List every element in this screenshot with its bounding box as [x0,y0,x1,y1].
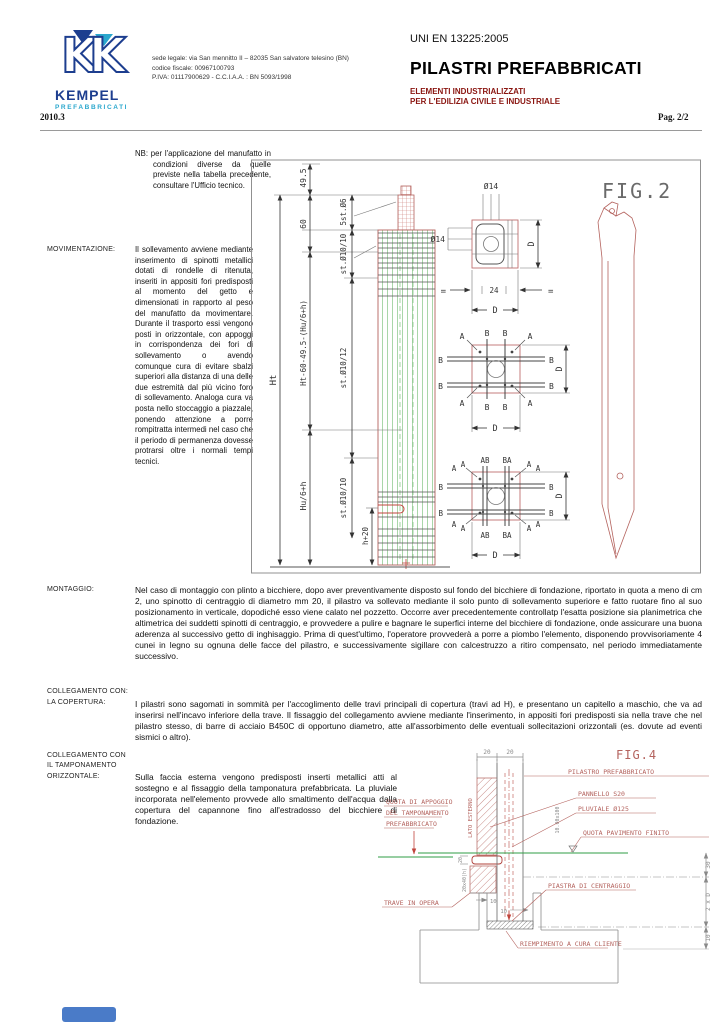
label-trave: TRAVE IN OPERA [384,899,439,907]
dim-ht: Ht [269,374,279,386]
label-piastra: PIASTRA DI CENTRAGGIO [548,882,631,890]
bar-label: A [459,332,465,341]
bar-label: B [438,483,443,492]
section-label-tamponamento-3: ORIZZONTALE: [47,773,100,780]
section-label-collegamento: COLLEGAMENTO CON: [47,688,129,695]
doc-subtitle-line1: ELEMENTI INDUSTRIALIZZATI [410,87,526,96]
fig4-top-dims [477,753,523,778]
brand-name: KEMPEL [55,87,120,103]
dim-d: D [527,241,537,247]
label-quota-appoggio-3: PREFABBRICATO [386,820,437,828]
montaggio-text: Nel caso di montaggio con plinto a bicchiere, dopo aver preventivamente disposto sul fondo del bicchiere di fondazione, riportato in quota a meno di cm 2, uno spinotto di centraggio di diametro mm 20, il pilastro va sollevato mediante il solo punto di sollevamento superiore e fatto ruotare fino al suo posizionamento in verticale, dopodiché esso viene calato nel pozzetto. Occorre aver precedentemente controllatp l'esatta posizione sia planimetrica che altimetrica dei suddetti spinotti di centraggio, e provvedere a pulire e bagnare le superfici interne del bicchiere di fondazione, onde assicurare una buona aderenza al successivo getto di inghisaggio. Prima di quest'ultimo, l'operatore provvederà a porre a piombo l'elemento, disponendo provvisoriamente 4 cunei in legno su ognuna delle facce del pilastro, e successivamente sigillare con calcestruzzo a ritiro compensato, nel periodo immediatamente successivo. [135,585,702,661]
company-address: sede legale: via San mennitto II – 82035 San salvatore telesino (BN) [152,55,349,62]
dim-49-5: 49.5 [299,168,308,188]
pillar-isometric-view [598,202,636,558]
brand-subtitle: PREFABBRICATI [55,104,129,111]
page-number: Pag. 2/2 [658,112,689,122]
bar-label: BA [502,531,512,540]
dim-hu: Hu/6+h [299,481,308,511]
fig4-drawing [378,743,712,989]
centering-plate [487,921,533,929]
footer-blue-bar [62,1007,116,1022]
kempel-monogram-icon [55,26,133,82]
pluviale-duct [505,769,513,923]
fig4-labels [382,768,709,948]
bar-label: B [438,509,443,518]
company-piva: P.IVA: 01117900629 - C.C.I.A.A. : BN 5093/1998 [152,74,292,81]
section-label-tamponamento-2: IL TAMPONAMENTO [47,762,117,769]
dim-st1010-top: st.Ø10/10 [339,233,348,275]
label-pluviale: PLUVIALE Ø125 [578,805,629,813]
dim-pluviale-size: 10.00x100 [555,806,561,834]
label-pannello: PANNELLO S20 [578,790,625,798]
panel-section [477,778,497,855]
label-quota-appoggio-2: DEL TAMPONAMENTO [386,809,449,817]
bar-label: B [549,483,554,492]
bar-label: A [460,524,466,533]
page-title: PILASTRI PREFABBRICATI [410,58,642,78]
dim-24: 24 [489,286,499,295]
revision-code: 2010.3 [40,112,65,122]
dim-insert: 20 [458,856,464,864]
section-label-tamponamento-1: COLLEGAMENTO CON [47,752,126,759]
bar-label: A [535,520,541,529]
bar-label: BA [502,456,512,465]
bar-label: B [549,382,554,391]
bar-label: A [451,520,457,529]
dim-d: D [492,306,498,316]
bar-label: A [526,524,532,533]
movimentazione-text: Il sollevamento avviene mediante inserimento di spinotti metallici dotati di rondelle di ritenuta, inseriti in appositi fori predisposti al momento del getto e dimensionati in rapporto al peso del manufatto da movimentare. Durante il trasporto essi vengono posti in orizzontale, con appoggi in corrispondenza dei fori di sollevamento o avendo comunque cura di evitare sbalzi superiori alla distanza di una delle due estremità dal più vicino foro di sollevamento. Analoga cura va posta nello stoccaggio a piazzale, ponendo attenzione a porre rompitratta intermedi nel caso che il periodo di permanenza dovesse protrarsi oltre i normali tempi tecnici. [135,245,253,466]
section-mid-view [438,329,570,434]
bar-label: B [484,329,490,338]
bar-label: B [484,403,490,412]
pillar-faces [497,763,523,921]
foundation-cup [420,893,618,983]
dim-diam14-left: Ø14 [430,235,445,244]
dim-diam14-top: Ø14 [483,182,499,191]
doc-subtitle-line2: PER L'EDILIZIA CIVILE E INDUSTRIALE [410,97,561,106]
section-bottom-view [438,456,570,561]
nb-note: NB: per l'applicazione del manufatto in condizioni diverse da quelle previste nella tabella precedente, consultare l'Ufficio tecnico. [135,149,271,190]
dim-h20: h+20 [361,526,370,546]
section-label-copertura: LA COPERTURA: [47,699,106,706]
label-lato-esterno: LATO ESTERNO [468,798,474,838]
bar-label: A [527,332,533,341]
header-divider [40,130,702,131]
dim-equal-right: = [548,287,554,297]
section-head-view [431,181,554,316]
standard-reference: UNI EN 13225:2005 [410,33,509,45]
dim-trave-size: 20x40(h) [462,867,468,893]
bar-label: A [526,460,532,469]
dim-st1010-bottom: st.Ø10/10 [339,477,348,519]
dim-30: 30 [705,861,712,869]
section-label-montaggio: MONTAGGIO: [47,586,94,593]
dim-top-left: 20 [483,749,491,756]
bar-label: A [451,464,457,473]
pillar-elevation [270,186,450,569]
logo-k-right: K [89,28,127,82]
dimension-lines [280,164,372,565]
dim-gap-right: 10 [500,909,507,915]
label-pilastro: PILASTRO PREFABBRICATO [568,768,655,776]
bar-label: B [549,509,554,518]
bar-label: B [502,403,508,412]
label-quota-pavimento: QUOTA PAVIMENTO FINITO [583,829,670,837]
fig2-drawing [250,158,702,575]
doc-subtitle [410,87,560,107]
bar-label: B [438,356,443,365]
section-label-movimentazione: MOVIMENTAZIONE: [47,246,116,253]
dim-d: D [492,551,498,561]
dim-d: D [492,424,498,434]
fig2-title: FIG.2 [602,179,673,203]
dim-60: 60 [299,219,308,229]
copertura-text: I pilastri sono sagomati in sommità per l'accoglimento delle travi principali di copertura (travi ad H), e presentano un capitello a maschio, che va ad inserirsi nell'incavo inferiore della trave. Il fissaggio del collegamento avviene mediante l'inserimento, in appositi fori predisposti sia nella trave che nel pilastro stesso, di barre di acciaio B450C di opportuno diametro, atte all'assorbimento delle eventuali sollecitazioni orizzontali (es. dovute ad eventi sismici o altro). [135,699,702,742]
bar-label: B [502,329,508,338]
bar-label: A [460,460,466,469]
logo-k-left: K [61,28,99,82]
dim-top-right: 20 [506,749,514,756]
bar-label: A [459,399,465,408]
label-riempimento: RIEMPIMENTO A CURA CLIENTE [520,940,622,948]
dim-d: D [555,366,565,372]
dim-5st6: 5st.Ø6 [339,198,348,226]
dim-equal-left: = [440,287,446,297]
tamponamento-text: Sulla faccia esterna vengono predisposti inserti metallici atti al sostegno e al fissaggio della tamponatura prefabbricata. La pluviale incorporata nell'elemento provvede allo smaltimento dell'acqua dalla copertura del capannone fino all'estradosso del bicchiere di fondazione. [135,772,397,826]
dim-gap-left: 10 [490,899,497,905]
dim-2xd: 2 x D [705,892,712,912]
bar-label: AB [480,531,490,540]
dim-st1012: st.Ø10/12 [339,347,348,389]
company-info [152,54,392,83]
company-logo [55,26,145,111]
fig4-title: FIG.4 [616,748,658,762]
label-quota-appoggio-1: QUOTA DI APPOGGIO [386,798,453,806]
bar-label: B [549,356,554,365]
trave-section [470,866,496,893]
bar-label: B [438,382,443,391]
dimension-labels [269,168,370,545]
bar-label: A [527,399,533,408]
dim-10-bottom: 10 [705,934,712,942]
metal-insert [472,856,502,864]
bar-label: A [535,464,541,473]
company-fiscal-code: codice fiscale: 00967100793 [152,64,235,72]
dim-main-height: Ht-60-49.5-(Hu/6+h) [299,300,308,386]
bar-label: AB [480,456,490,465]
dim-d: D [555,493,565,499]
